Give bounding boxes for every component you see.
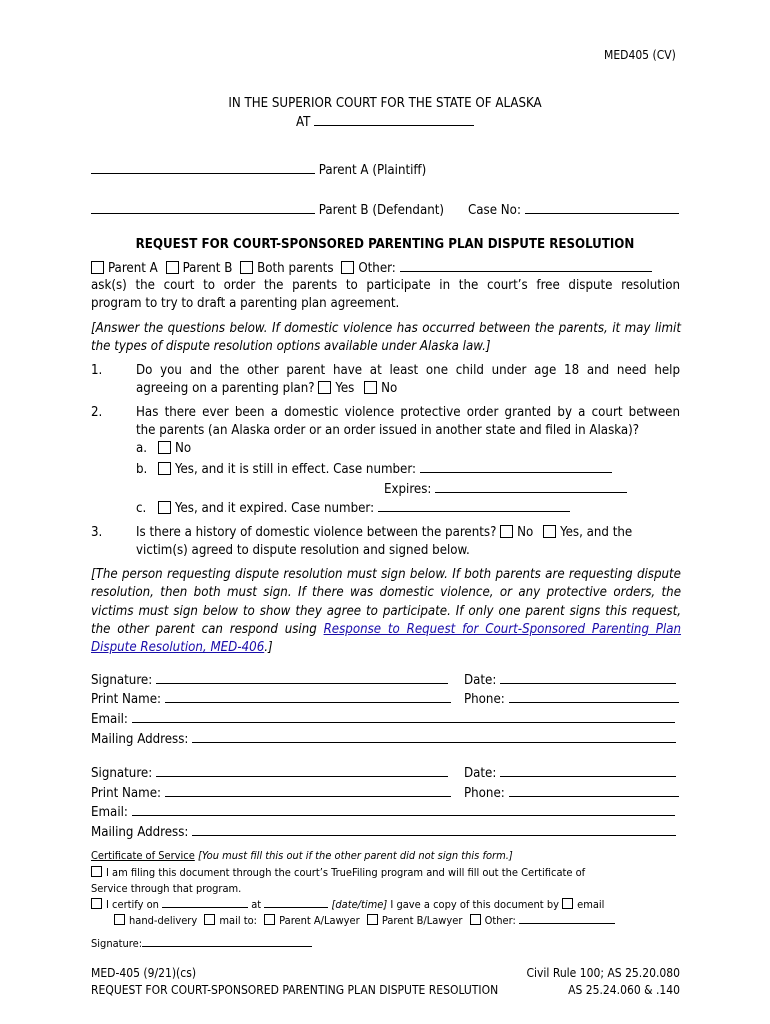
sig2-date-field[interactable] <box>500 764 676 777</box>
sig1-phone-row <box>464 690 679 709</box>
requester-options <box>91 259 652 278</box>
q1-yes-checkbox[interactable] <box>318 381 331 394</box>
q2-expires-label: Expires: <box>384 482 432 497</box>
q3-line1 <box>136 524 632 542</box>
sig1-phone-field[interactable] <box>509 690 679 703</box>
court-at-label: AT <box>296 115 311 130</box>
delivery-row <box>114 913 615 928</box>
hand-delivery-checkbox[interactable] <box>114 914 125 925</box>
case-no-row <box>468 201 679 220</box>
hand-delivery-label: hand-delivery <box>129 914 198 927</box>
q2-expires-field[interactable] <box>435 480 627 493</box>
q2-option-b <box>136 460 612 479</box>
sig1-mailing-label: Mailing Address: <box>91 732 189 747</box>
email-checkbox[interactable] <box>562 898 573 909</box>
q3-yes-label: Yes, and the <box>560 525 633 540</box>
parent-b-row <box>91 201 444 220</box>
other-recipient-label: Other: <box>484 914 516 927</box>
parent-b-option-label: Parent B <box>182 261 233 276</box>
sig2-phone-field[interactable] <box>509 784 679 797</box>
footer-title: REQUEST FOR COURT-SPONSORED PARENTING PLAN DISPUTE RESOLUTION <box>91 983 499 997</box>
q3-text-line1: Is there a history of domestic violence between the parents? <box>136 525 497 540</box>
footer-form-code: MED-405 (9/21)(cs) <box>91 966 197 980</box>
sig2-signature-label: Signature: <box>91 766 153 781</box>
q3-no-label: No <box>517 525 534 540</box>
q1-line2 <box>136 380 397 398</box>
email-label: email <box>577 898 605 911</box>
sig1-print-field[interactable] <box>165 690 451 703</box>
sig2-phone-label: Phone: <box>464 786 505 801</box>
q2-a-checkbox[interactable] <box>158 441 171 454</box>
sig1-mailing-row <box>91 730 676 749</box>
parent-a-checkbox[interactable] <box>91 261 104 274</box>
certificate-heading-note: [You must fill this out if the other parent did not sign this form.] <box>197 849 513 862</box>
sig1-phone-label: Phone: <box>464 692 505 707</box>
q2-text-line1: Has there ever been a domestic violence protective order granted by a court between <box>136 405 680 420</box>
q2-c-checkbox[interactable] <box>158 501 171 514</box>
sign-note-end: .] <box>264 640 273 656</box>
sig2-signature-row <box>91 764 448 783</box>
both-parents-checkbox[interactable] <box>240 261 253 274</box>
q2-b-text: Yes, and it is still in effect. Case number: <box>175 462 416 477</box>
sig2-email-row <box>91 803 675 822</box>
q2-b-checkbox[interactable] <box>158 462 171 475</box>
mail-checkbox[interactable] <box>204 914 215 925</box>
certify-gave-text: I gave a copy of this document by <box>390 898 559 911</box>
sig1-date-row <box>464 671 676 690</box>
other-recipient-field[interactable] <box>519 913 615 924</box>
sig2-print-field[interactable] <box>165 784 451 797</box>
parent-b-lawyer-label: Parent B/Lawyer <box>381 914 463 927</box>
sig1-signature-row <box>91 671 448 690</box>
sig2-date-label: Date: <box>464 766 497 781</box>
sig2-email-field[interactable] <box>132 803 675 816</box>
other-option-label: Other: <box>358 261 396 276</box>
certificate-heading: Certificate of Service <box>91 849 195 862</box>
q1-yes-label: Yes <box>335 381 355 396</box>
sig2-phone-row <box>464 784 679 803</box>
sig1-signature-field[interactable] <box>156 671 448 684</box>
footer-as: AS 25.24.060 & .140 <box>568 983 680 997</box>
court-location-field[interactable] <box>314 113 474 126</box>
q2-text-line2: the parents (an Alaska order or an order issued in another state and filed in Alaska)? <box>136 423 640 438</box>
certify-row <box>91 897 604 912</box>
q2-a-text: No <box>175 441 192 456</box>
court-heading: IN THE SUPERIOR COURT FOR THE STATE OF ALASKA <box>228 96 542 111</box>
sign-note <box>91 566 681 657</box>
sig2-mailing-field[interactable] <box>192 823 676 836</box>
case-no-field[interactable] <box>525 201 679 214</box>
both-parents-option-label: Both parents <box>257 261 334 276</box>
q2-option-a <box>136 440 191 458</box>
sig2-mailing-row <box>91 823 676 842</box>
sig1-date-label: Date: <box>464 673 497 688</box>
certify-checkbox[interactable] <box>91 898 102 909</box>
instructions: [Answer the questions below. If domestic violence has occurred between the parents, it may limit the types of dispute resolution options available under Alaska law.] <box>91 321 681 354</box>
other-checkbox[interactable] <box>341 261 354 274</box>
q1-number: 1. <box>91 363 103 378</box>
other-requester-field[interactable] <box>400 259 652 272</box>
parent-a-lawyer-checkbox[interactable] <box>264 914 275 925</box>
other-recipient-checkbox[interactable] <box>470 914 481 925</box>
q2-number: 2. <box>91 405 103 420</box>
med406-link[interactable]: Response to Request for Court-Sponsored Parenting Plan Dispute Resolution, MED-406 <box>91 621 682 656</box>
certify-date-field[interactable] <box>162 897 248 908</box>
q2-expires-row <box>384 480 627 499</box>
truefiling-text2: Service through that program. <box>91 882 242 895</box>
sign-note-text: [The person requesting dispute resolution must sign below. If both parents are requesting dispute resolution, then both must sign. If there was domestic violence, or any protective orders, the victims must sign below to show they agree to participate. If only one parent signs this request, the other parent can respond using <box>91 567 681 637</box>
q2-b-case-number-field[interactable] <box>420 460 612 473</box>
sig1-date-field[interactable] <box>500 671 676 684</box>
parent-b-checkbox[interactable] <box>166 261 179 274</box>
q2-c-label: c. <box>136 501 147 516</box>
parent-a-label: Parent A (Plaintiff) <box>318 163 427 178</box>
q2-b-label: b. <box>136 462 148 477</box>
q3-number: 3. <box>91 525 103 540</box>
parent-b-label: Parent B (Defendant) <box>318 203 445 218</box>
sig2-mailing-label: Mailing Address: <box>91 825 189 840</box>
certify-label: I certify on <box>106 898 159 911</box>
q2-c-text: Yes, and it expired. Case number: <box>175 501 375 516</box>
parent-b-lawyer-checkbox[interactable] <box>367 914 378 925</box>
q3-text-line2: victim(s) agreed to dispute resolution and signed below. <box>136 543 470 558</box>
sig2-print-row <box>91 784 451 803</box>
q3-yes-checkbox[interactable] <box>543 525 556 538</box>
footer-rule: Civil Rule 100; AS 25.20.080 <box>526 966 680 980</box>
parent-a-row <box>91 161 426 180</box>
q2-a-label: a. <box>136 441 148 456</box>
q1-text-line1: Do you and the other parent have at least one child under age 18 and need help <box>136 363 680 378</box>
certificate-signature-row <box>91 936 312 951</box>
truefiling-checkbox[interactable] <box>91 866 102 877</box>
sig1-email-label: Email: <box>91 712 128 727</box>
q3-no-checkbox[interactable] <box>500 525 513 538</box>
q1-no-label: No <box>381 381 398 396</box>
q2-c-case-number-field[interactable] <box>378 499 570 512</box>
certify-time-field[interactable] <box>264 897 328 908</box>
q1-no-checkbox[interactable] <box>364 381 377 394</box>
q1-text-line2: agreeing on a parenting plan? <box>136 381 315 396</box>
sig1-print-row <box>91 690 451 709</box>
sig1-signature-label: Signature: <box>91 673 153 688</box>
sig1-email-field[interactable] <box>132 710 675 723</box>
sig2-signature-field[interactable] <box>156 764 448 777</box>
truefiling-text1: I am filing this document through the court’s TrueFiling program and will fill out the Certificate of <box>106 866 586 879</box>
sig1-email-row <box>91 710 675 729</box>
mail-label: mail to: <box>219 914 257 927</box>
certificate-signature-label: Signature: <box>91 937 143 950</box>
certificate-signature-field[interactable] <box>142 936 312 947</box>
sig1-mailing-field[interactable] <box>192 730 676 743</box>
court-location <box>296 113 474 132</box>
form-code: MED405 (CV) <box>604 48 676 62</box>
sig2-date-row <box>464 764 676 783</box>
form-title: REQUEST FOR COURT-SPONSORED PARENTING PLAN DISPUTE RESOLUTION <box>135 237 635 252</box>
requester-text-line2: program to try to draft a parenting plan agreement. <box>91 296 400 311</box>
parent-a-lawyer-label: Parent A/Lawyer <box>279 914 360 927</box>
sig1-print-label: Print Name: <box>91 692 162 707</box>
parent-a-name-field[interactable] <box>91 161 315 174</box>
q2-option-c <box>136 499 570 518</box>
parent-b-name-field[interactable] <box>91 201 315 214</box>
case-no-label: Case No: <box>468 203 521 218</box>
sig2-email-label: Email: <box>91 805 128 820</box>
requester-text-line1: ask(s) the court to order the parents to participate in the court’s free dispute resolution <box>91 278 680 293</box>
certify-datetime-label: [date/time] <box>331 898 388 911</box>
certificate-heading-row <box>91 848 513 863</box>
certify-at-label: at <box>251 898 262 911</box>
parent-a-option-label: Parent A <box>108 261 158 276</box>
sig2-print-label: Print Name: <box>91 786 162 801</box>
truefiling-row <box>91 865 585 880</box>
